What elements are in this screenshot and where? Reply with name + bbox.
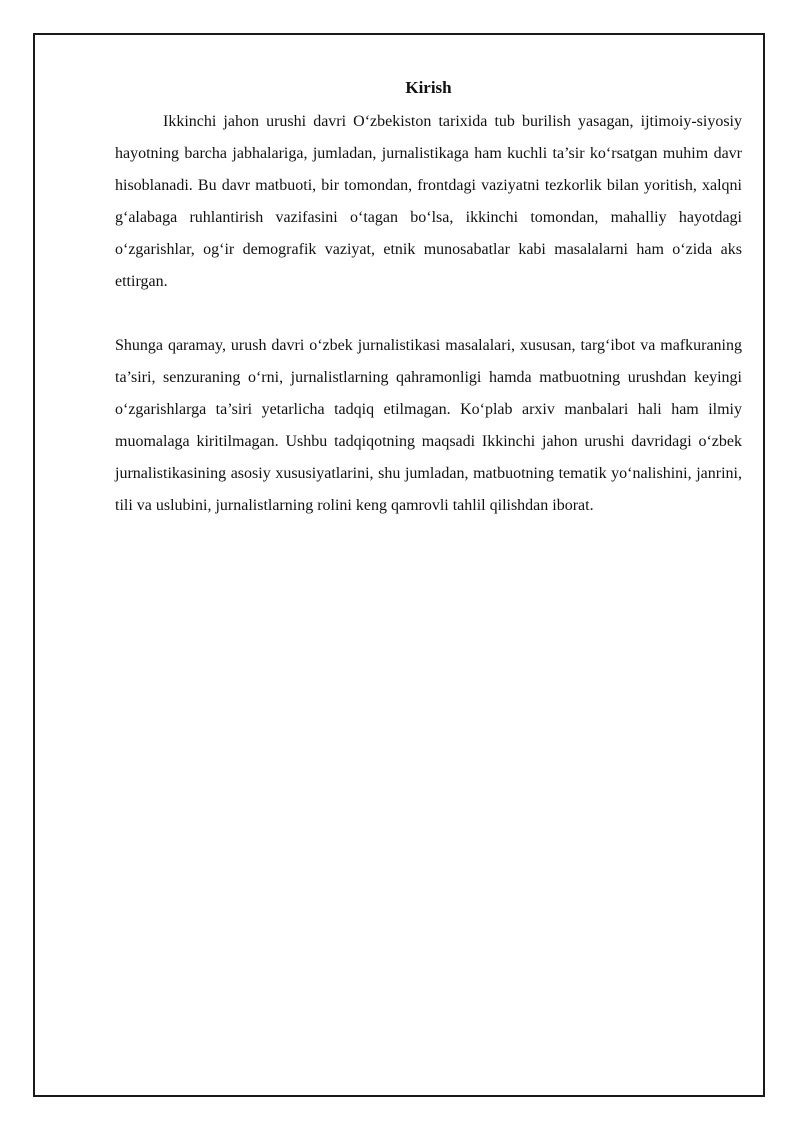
paragraph-2: Shunga qaramay, urush davri o‘zbek jurnalistikasi masalalari, xususan, targ‘ibot va mafkuraning ta’siri, senzuraning o‘rni, jurnalistlarning qahramonligi hamda matbuotning urushdan keyingi o‘zgarishlarga ta’siri yetarlicha tadqiq etilmagan. Ko‘plab arxiv manbalari hali ham ilmiy muomalaga kiritilmagan. Ushbu tadqiqotning maqsadi Ikkinchi jahon urushi davridagi o‘zbek jurnalistikasining asosiy xususiyatlarini, shu jumladan, matbuotning tematik yo‘nalishini, janrini, tili va uslubini, jurnalistlarning rolini keng qamrovli tahlil qilishdan iborat. [115,337,742,514]
document-title: Kirish [405,78,452,97]
paragraph-1: Ikkinchi jahon urushi davri O‘zbekiston tarixida tub burilish yasagan, ijtimoiy-siyosiy hayotning barcha jabhalariga, jumladan, jurnalistikaga ham kuchli ta’sir ko‘rsatgan muhim davr hisoblanadi. Bu davr matbuoti, bir tomondan, frontdagi vaziyatni tezkorlik bilan yoritish, xalqni g‘alabaga ruhlantirish vazifasini o‘tagan bo‘lsa, ikkinchi tomondan, mahalliy hayotdagi o‘zgarishlar, og‘ir demografik vaziyat, etnik munosabatlar kabi masalalarni ham o‘zida aks ettirgan. [115,113,742,290]
paragraph-spacer [115,298,742,330]
document-body [115,76,742,522]
